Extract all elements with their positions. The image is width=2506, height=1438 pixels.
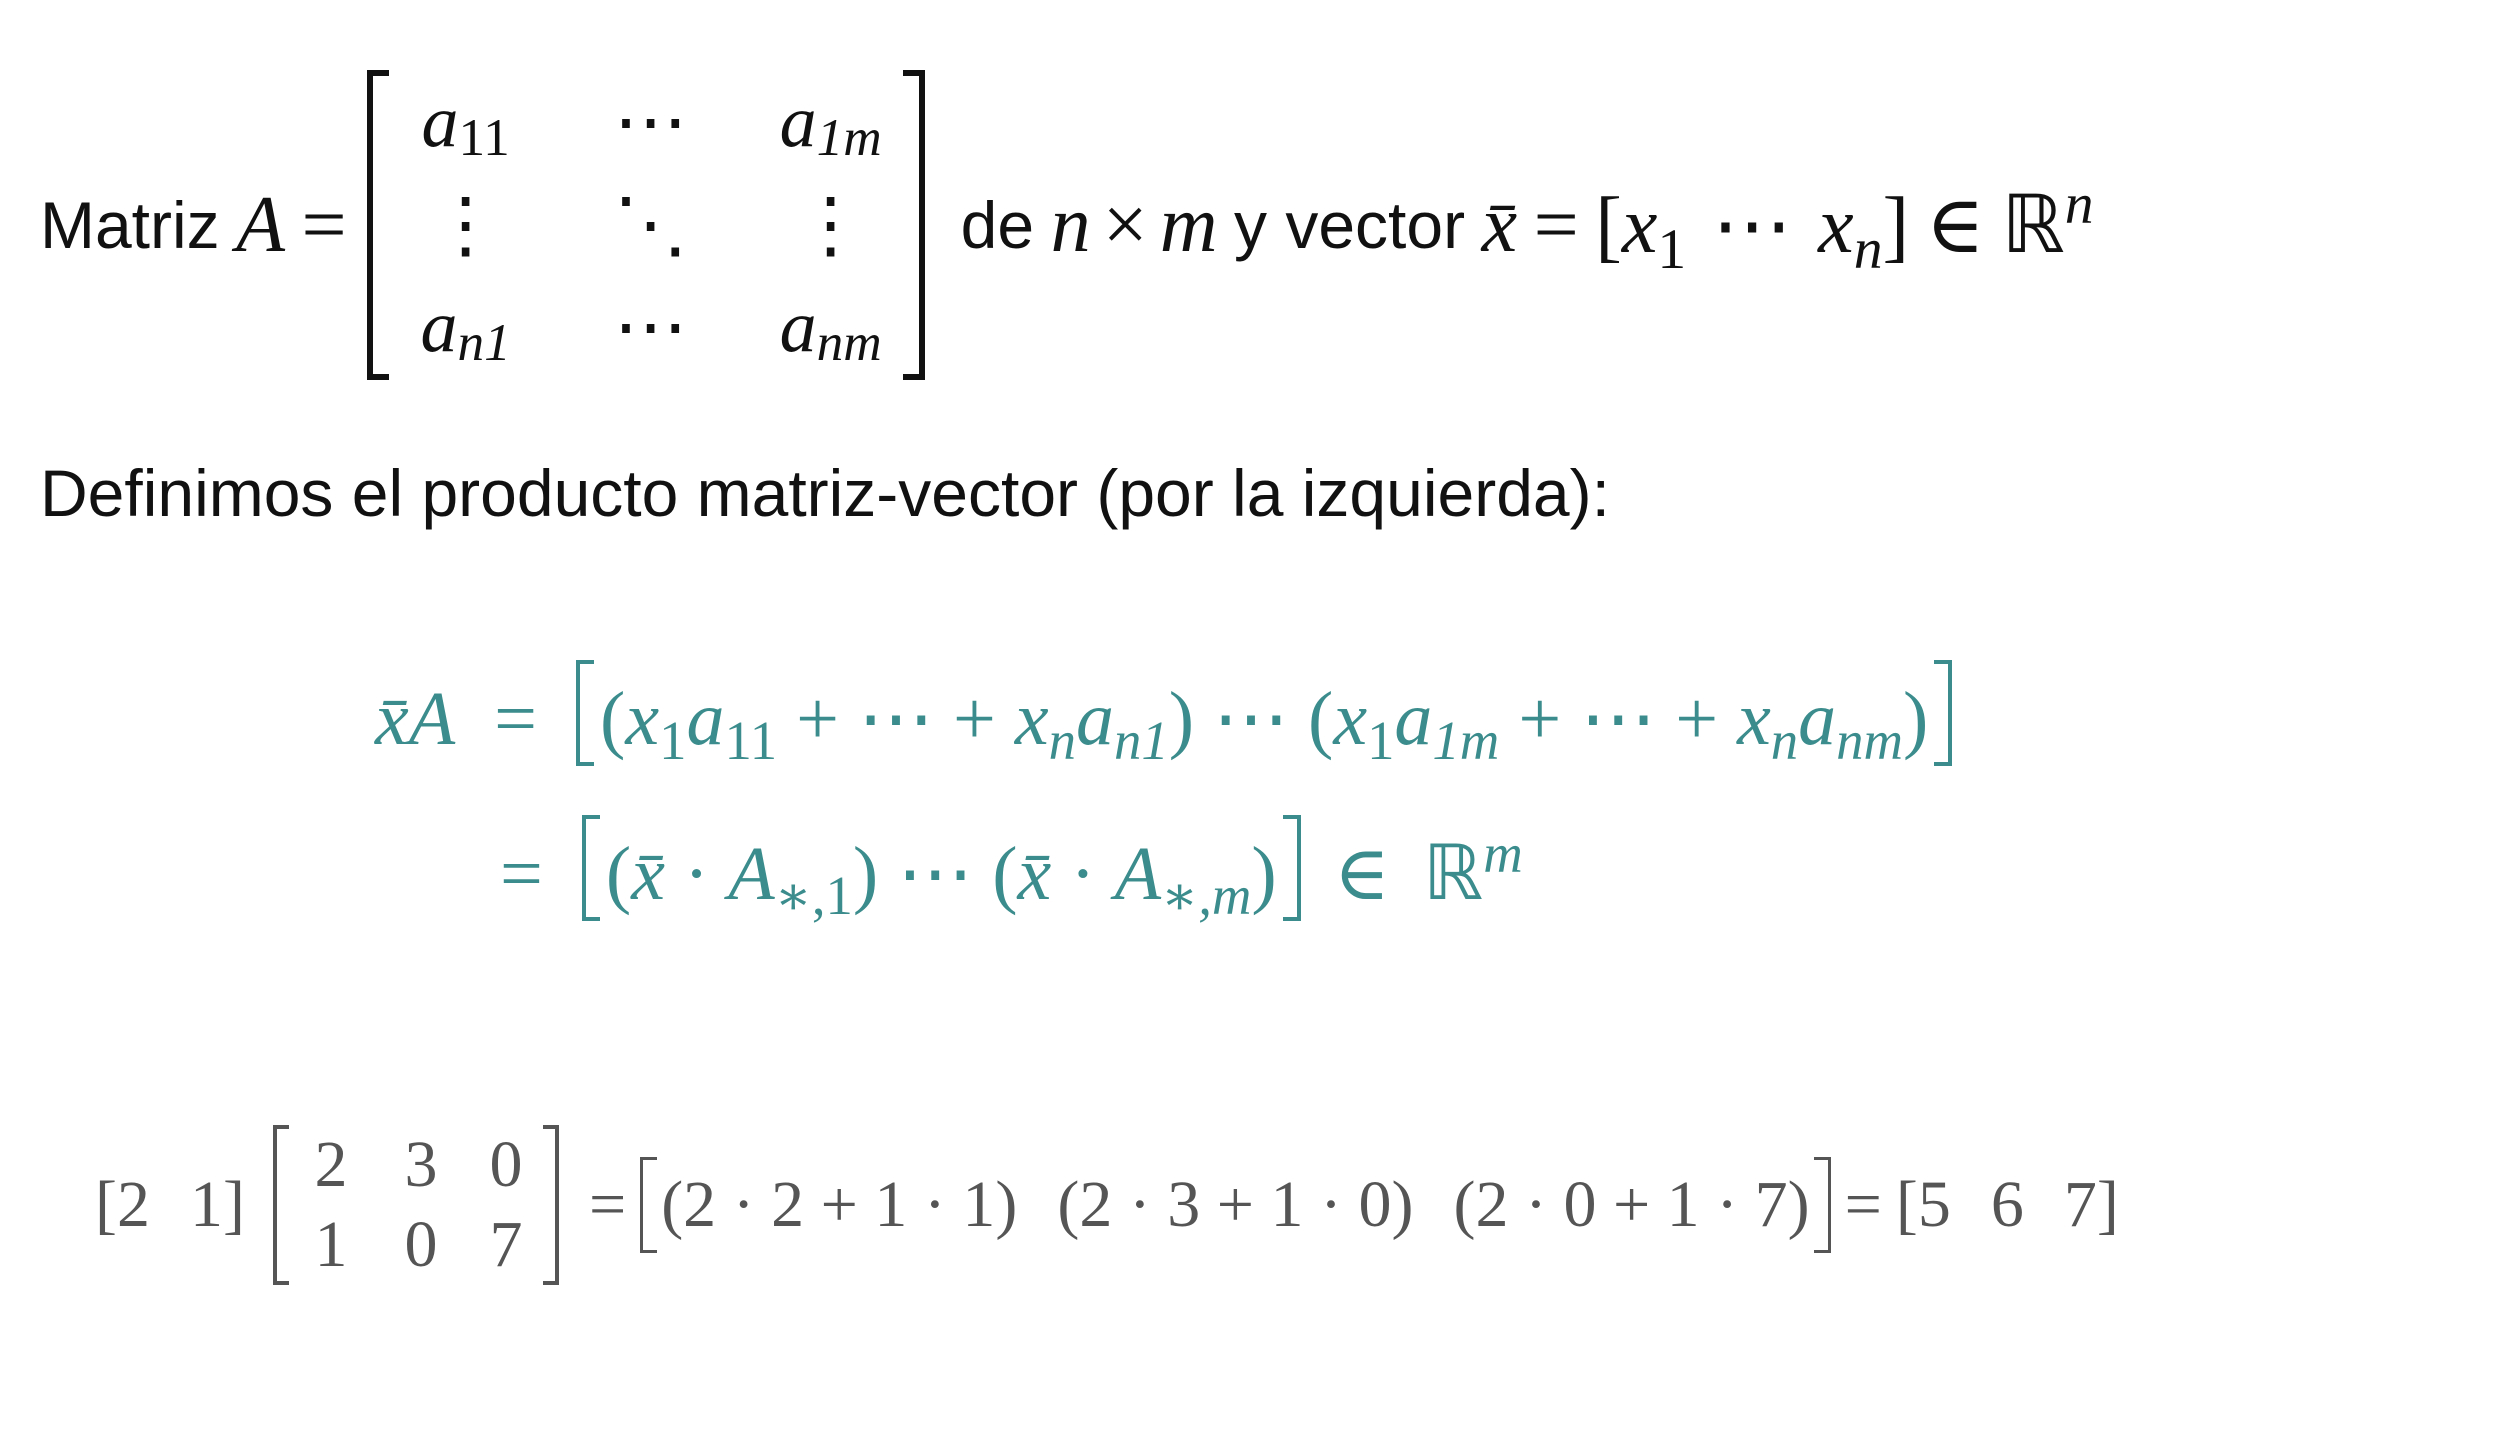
equals-sign: = [301,180,347,269]
equals-sign-2: = [1844,1168,1882,1241]
product-equation-dot-form [500,815,1523,927]
matrix-cell-anm: a nm [779,286,882,372]
lhs-xbarA: x̄A [375,677,456,761]
matrix-cell-dots: ⋯ [613,82,688,164]
de-label: de [960,188,1035,262]
example-term-1: (2 · 2 + 1 · 1) [661,1168,1018,1241]
example-vector: [2 1] [95,1168,245,1241]
dim-m: m [1159,180,1218,269]
matrix-cell-a1m: a 1m [779,81,882,167]
big-left-bracket [576,660,594,766]
middle-dots: ⋯ [1213,677,1290,761]
big-left-bracket [640,1157,657,1253]
times-sign: × [1102,180,1148,269]
matrix-cell-an1: a n1 [420,286,511,372]
vector-row: [$x_1$ ⋯ $x_n$] [1595,182,1910,282]
example-matrix-cell: 2 [314,1128,348,1201]
matrix-cell-dots-bottom: ⋯ [613,287,688,369]
example-matrix [273,1125,559,1285]
real-space-Rm: ℝ$^m$ [1422,822,1523,917]
equals-sign: = [588,1168,627,1241]
matrix-cell-a11: a 11 [421,81,510,167]
example-term-3: (2 · 0 + 1 · 7) [1453,1168,1810,1241]
big-right-bracket [1283,815,1301,921]
element-of-sign: ∈ [1333,832,1390,916]
example-matrix-cell: 7 [489,1208,523,1281]
numeric-example [95,1110,2119,1300]
matriz-label: Matriz [40,188,220,262]
dot-term-m: (x̄ · $A_{∗,m}$) [992,832,1277,927]
example-term-2: (2 · 3 + 1 · 0) [1057,1168,1414,1241]
example-matrix-cell: 0 [404,1208,438,1281]
dim-n: n [1050,180,1091,269]
equals-sign: = [494,677,538,761]
product-equation-expanded [375,660,1952,772]
matrix-symbol-A: A [236,180,286,269]
element-of-sign: ∈ [1925,182,1985,270]
vector-xbar: x̄ [1481,180,1518,269]
equals-sign: = [500,832,543,916]
middle-dots: ⋯ [897,832,974,916]
y-vector-label: y vector [1234,188,1466,262]
dot-term-1: (x̄ · $A_{∗,1}$) [605,832,879,927]
matrix-cell-ddots: ⋱ [613,184,688,267]
big-left-bracket [582,815,600,921]
matrix-cell-vdots-right: ⋮ [793,184,868,267]
definition-text: Definimos el producto matriz-vector (por la izquierda): [40,456,1610,530]
matrix-definition-line [40,81,2094,372]
big-right-bracket [1934,660,1952,766]
example-result: [5 6 7] [1895,1168,2119,1241]
general-matrix [367,70,925,380]
example-matrix-cell: 3 [404,1128,438,1201]
real-space-Rn: ℝ$^n$ [2001,173,2094,271]
example-matrix-cell: 1 [314,1208,348,1281]
example-matrix-cell: 0 [489,1128,523,1201]
big-right-bracket [1814,1157,1831,1253]
last-term: ($x_1a_{1m}$ + ⋯ + $x_na_{nm}$) [1308,677,1929,772]
matrix-cell-vdots: ⋮ [428,184,503,267]
first-term: ($x_1a_{11}$ + ⋯ + $x_na_{n1}$) [600,677,1195,772]
equals-sign-2: = [1533,180,1579,269]
